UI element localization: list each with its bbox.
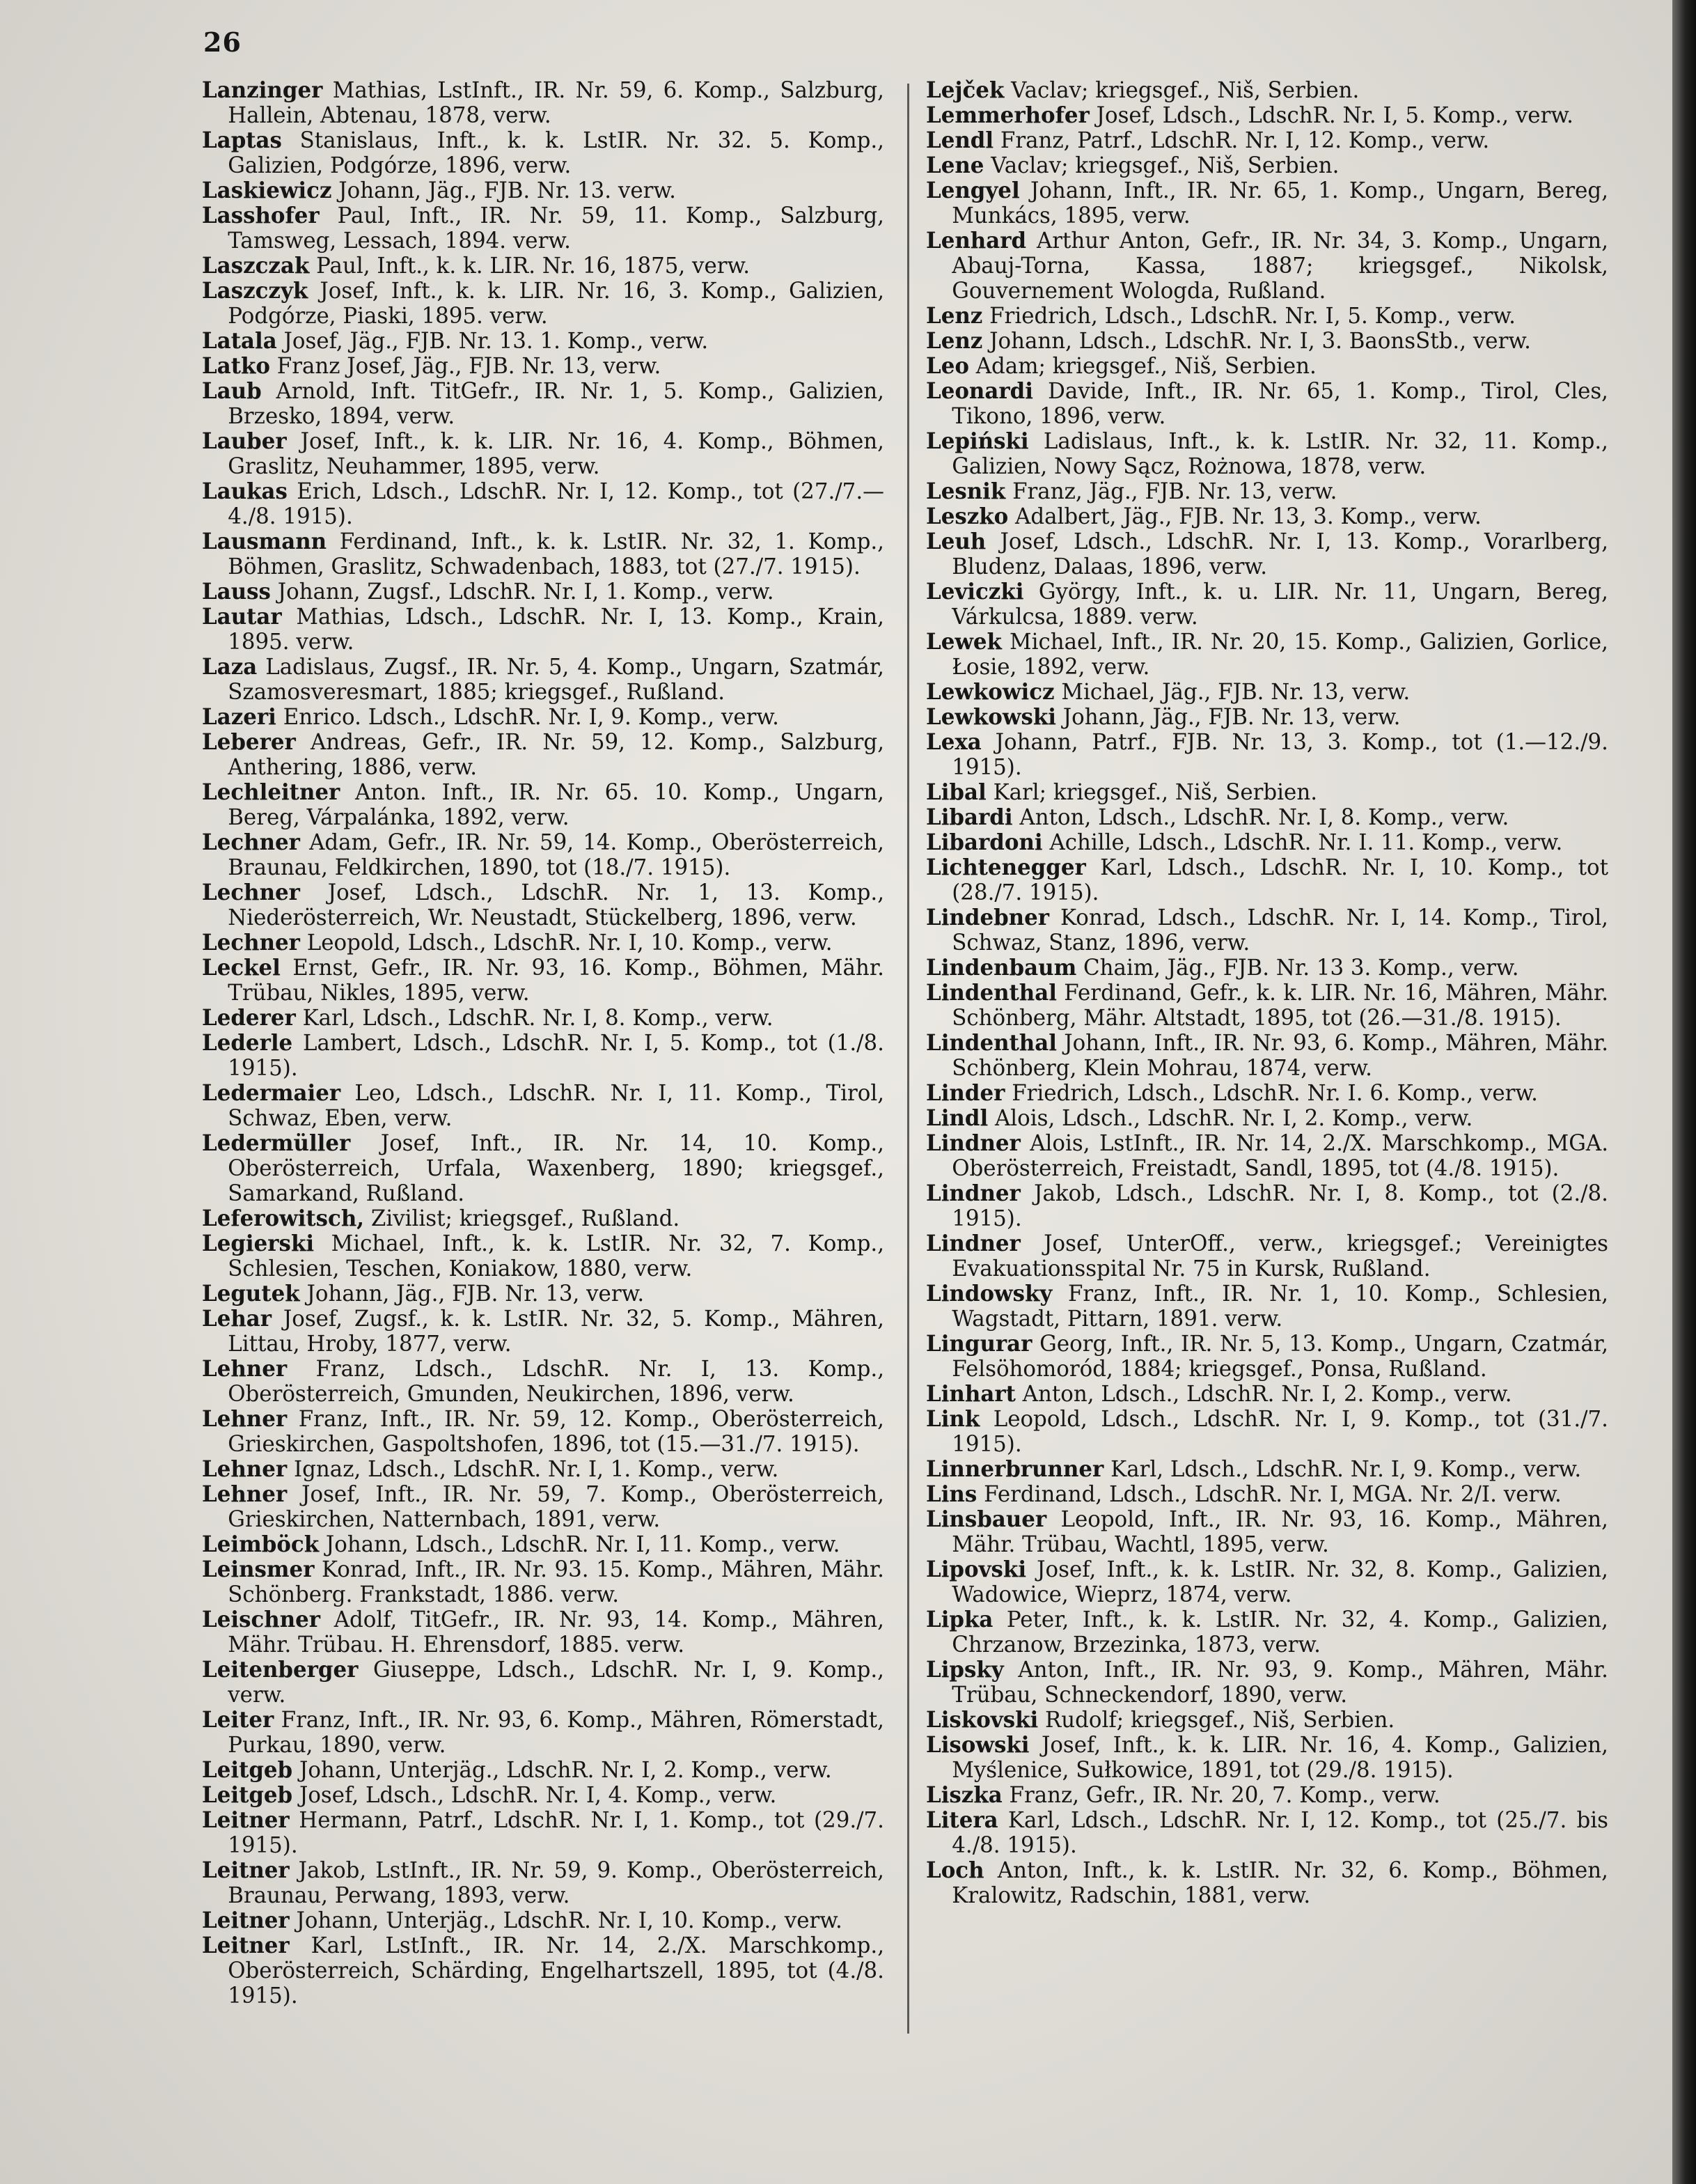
entry-surname: Legierski <box>202 1231 315 1256</box>
entry-surname: Latala <box>202 328 277 354</box>
list-entry <box>202 1407 884 1457</box>
entry-surname: Lewkowicz <box>926 679 1055 705</box>
list-entry <box>202 1231 884 1281</box>
list-entry <box>202 1532 884 1557</box>
entry-surname: Lehar <box>202 1306 272 1332</box>
entry-surname: Lauber <box>202 428 287 454</box>
entry-details: Adam; kriegsgef., Niš, Serbien. <box>975 354 1317 379</box>
entry-surname: Lindenthal <box>926 1030 1057 1056</box>
entry-details: Adolf, TitGefr., IR. Nr. 93, 14. Komp., Mähren, Mähr. Trübau. H. Ehrensdorf, 1885. verw. <box>228 1607 884 1658</box>
list-entry <box>202 78 884 128</box>
list-entry <box>926 1507 1608 1557</box>
entry-surname: Leberer <box>202 729 296 755</box>
entry-details: Franz, Inft., IR. Nr. 59, 12. Komp., Oberösterreich, Grieskirchen, Gaspoltshofen, 1896, tot (15.—31./7. 1915). <box>228 1407 885 1457</box>
list-entry <box>926 1783 1608 1808</box>
list-entry <box>926 504 1608 529</box>
entry-surname: Lewek <box>926 629 1002 655</box>
entry-surname: Libardoni <box>926 829 1043 855</box>
entry-surname: Lewkowski <box>926 704 1056 730</box>
list-entry <box>202 1306 884 1357</box>
entry-details: Karl, LstInft., IR. Nr. 14, 2./X. Marschkomp., Oberösterreich, Schärding, Engelhartszell, 1895, tot (4./8. 1915). <box>228 1933 885 2008</box>
entry-details: Ferdinand, Gefr., k. k. LIR. Nr. 16, Mähren, Mähr. Schönberg, Mähr. Altstadt, 1895, tot (26.—31./8. 1915). <box>952 981 1609 1031</box>
entry-details: Michael, Jäg., FJB. Nr. 13, verw. <box>1061 680 1411 705</box>
entry-details: Johann, Ldsch., LdschR. Nr. I, 11. Komp., verw. <box>325 1532 840 1557</box>
entry-surname: Lehner <box>202 1456 288 1482</box>
list-entry <box>926 981 1608 1031</box>
entry-surname: Lengyel <box>926 178 1020 203</box>
entry-details: Leo, Ldsch., LdschR. Nr. I, 11. Komp., Tirol, Schwaz, Eben, verw. <box>228 1081 885 1131</box>
entry-surname: Linnerbrunner <box>926 1456 1104 1482</box>
entry-details: Davide, Inft., IR. Nr. 65, 1. Komp., Tirol, Cles, Tikono, 1896, verw. <box>952 379 1608 429</box>
list-entry <box>926 1281 1608 1332</box>
entry-surname: Leviczki <box>926 579 1024 604</box>
entry-details: Achille, Ldsch., LdschR. Nr. I. 11. Komp., verw. <box>1049 830 1563 855</box>
entry-details: Jakob, Ldsch., LdschR. Nr. I, 8. Komp., tot (2./8. 1915). <box>952 1181 1608 1231</box>
list-entry <box>202 1858 884 1908</box>
entry-surname: Lanzinger <box>202 77 323 103</box>
entry-surname: Lasshofer <box>202 203 320 228</box>
list-entry <box>202 354 884 379</box>
list-entry <box>202 329 884 354</box>
entry-surname: Leitner <box>202 1933 290 1958</box>
entry-details: Johann, Jäg., FJB. Nr. 13, verw. <box>306 1281 645 1306</box>
entry-surname: Lejček <box>926 77 1005 103</box>
list-entry <box>926 379 1608 429</box>
entry-surname: Lindowsky <box>926 1281 1053 1306</box>
entry-details: Josef, Zugsf., k. k. LstIR. Nr. 32, 5. Komp., Mähren, Littau, Hroby, 1877, verw. <box>228 1306 884 1357</box>
list-entry <box>202 429 884 479</box>
list-entry <box>202 379 884 429</box>
entry-details: Josef, Inft., k. k. LIR. Nr. 16, 3. Komp., Galizien, Podgórze, Piaski, 1895. verw. <box>228 279 885 329</box>
list-entry <box>926 354 1608 379</box>
binding-edge-shadow <box>1672 0 1696 2184</box>
entry-surname: Loch <box>926 1857 984 1883</box>
entry-details: Franz Josef, Jäg., FJB. Nr. 13, verw. <box>276 354 661 379</box>
entry-surname: Leitenberger <box>202 1657 359 1683</box>
entry-details: Karl, Ldsch., LdschR. Nr. I, 8. Komp., verw. <box>302 1006 774 1031</box>
entry-details: Hermann, Patrf., LdschR. Nr. I, 1. Komp., tot (29./7. 1915). <box>228 1808 885 1858</box>
entry-details: Ferdinand, Inft., k. k. LstIR. Nr. 32, 1. Komp., Böhmen, Graslitz, Schwadenbach, 1883, tot (27./7. 1915). <box>228 529 884 579</box>
entry-surname: Laub <box>202 378 262 404</box>
entry-details: Mathias, LstInft., IR. Nr. 59, 6. Komp., Salzburg, Hallein, Abtenau, 1878, verw. <box>228 78 884 128</box>
entry-surname: Ledermaier <box>202 1080 341 1106</box>
entry-details: Josef, Inft., IR. Nr. 59, 7. Komp., Oberösterreich, Grieskirchen, Natternbach, 1891, verw. <box>228 1482 884 1532</box>
list-entry <box>202 1607 884 1658</box>
list-entry <box>202 705 884 730</box>
entry-details: György, Inft., k. u. LIR. Nr. 11, Ungarn, Bereg, Várkulcsa, 1889. verw. <box>952 579 1608 630</box>
list-entry <box>926 178 1608 228</box>
list-entry <box>926 78 1608 103</box>
list-entry <box>926 830 1608 855</box>
entry-details: Rudolf; kriegsgef., Niš, Serbien. <box>1045 1708 1395 1733</box>
entry-details: Johann, Patrf., FJB. Nr. 13, 3. Komp., tot (1.—12./9. 1915). <box>952 730 1608 780</box>
entry-surname: Laukas <box>202 478 288 504</box>
entry-details: Konrad, Ldsch., LdschR. Nr. I, 14. Komp., Tirol, Schwaz, Stanz, 1896, verw. <box>952 905 1608 956</box>
entry-details: Johann, Ldsch., LdschR. Nr. I, 3. BaonsStb., verw. <box>989 329 1531 354</box>
list-entry <box>926 429 1608 479</box>
entry-surname: Laptas <box>202 127 282 153</box>
list-entry <box>926 529 1608 579</box>
list-entry <box>926 780 1608 805</box>
list-entry <box>202 780 884 830</box>
entry-details: Franz, Gefr., IR. Nr. 20, 7. Komp., verw. <box>1009 1783 1440 1808</box>
list-entry <box>202 1457 884 1482</box>
entry-details: Vaclav; kriegsgef., Niš, Serbien. <box>991 153 1340 178</box>
entry-surname: Laszczyk <box>202 278 308 304</box>
list-entry <box>202 1206 884 1231</box>
entry-details: Franz, Ldsch., LdschR. Nr. I, 13. Komp., Oberösterreich, Gmunden, Neukirchen, 1896, verw. <box>228 1357 885 1407</box>
entry-surname: Lenhard <box>926 228 1027 254</box>
entry-surname: Linsbauer <box>926 1506 1047 1532</box>
list-entry <box>202 655 884 705</box>
entry-surname: Lendl <box>926 127 994 153</box>
page-number: 26 <box>203 26 242 58</box>
entry-surname: Lindner <box>926 1231 1021 1256</box>
entry-surname: Lepiński <box>926 428 1029 454</box>
entry-surname: Libal <box>926 779 987 805</box>
entry-surname: Leitgeb <box>202 1782 293 1808</box>
list-entry <box>926 304 1608 329</box>
entry-details: Johann, Unterjäg., LdschR. Nr. I, 10. Komp., verw. <box>296 1908 842 1933</box>
entry-surname: Lechner <box>202 829 300 855</box>
entry-details: Anton, Inft., IR. Nr. 93, 9. Komp., Mähren, Mähr. Trübau, Schneckendorf, 1890, verw. <box>952 1658 1608 1708</box>
entry-details: Johann, Jäg., FJB. Nr. 13. verw. <box>338 178 676 203</box>
entry-details: Andreas, Gefr., IR. Nr. 59, 12. Komp., Salzburg, Anthering, 1886, verw. <box>228 730 885 780</box>
list-entry <box>926 1733 1608 1783</box>
entry-surname: Lauss <box>202 579 271 604</box>
entry-details: Josef, UnterOff., verw., kriegsgef.; Vereinigtes Evakuationsspital Nr. 75 in Kursk, Rußland. <box>952 1231 1608 1281</box>
list-entry <box>926 680 1608 705</box>
list-entry <box>202 579 884 604</box>
list-entry <box>202 529 884 579</box>
entry-details: Friedrich, Ldsch., LdschR. Nr. I, 5. Komp., verw. <box>989 304 1516 329</box>
entry-details: Leopold, Ldsch., LdschR. Nr. I, 9. Komp., tot (31./7. 1915). <box>952 1407 1608 1457</box>
entry-details: Leopold, Ldsch., LdschR. Nr. I, 10. Komp., verw. <box>306 930 833 956</box>
list-entry <box>202 1908 884 1933</box>
entry-surname: Lichtenegger <box>926 855 1086 880</box>
entry-details: Alois, LstInft., IR. Nr. 14, 2./X. Marschkomp., MGA. Oberösterreich, Freistadt, Sandl, 1895, tot (4./8. 1915). <box>952 1131 1609 1181</box>
entry-details: Karl; kriegsgef., Niš, Serbien. <box>993 780 1318 805</box>
entry-details: Johann, Inft., IR. Nr. 93, 6. Komp., Mähren, Mähr. Schönberg, Klein Mohrau, 1874, verw. <box>952 1031 1609 1081</box>
entry-surname: Linhart <box>926 1381 1016 1407</box>
entry-surname: Leckel <box>202 955 281 981</box>
list-entry <box>202 1031 884 1081</box>
entry-details: Alois, Ldsch., LdschR. Nr. I, 2. Komp., verw. <box>995 1106 1473 1131</box>
entry-details: Georg, Inft., IR. Nr. 5, 13. Komp., Ungarn, Czatmár, Felsöhomoród, 1884; kriegsgef., Ponsa, Rußland. <box>952 1332 1609 1382</box>
list-entry <box>202 830 884 880</box>
list-entry <box>926 1407 1608 1457</box>
list-entry <box>202 1758 884 1783</box>
list-entry <box>202 730 884 780</box>
list-entry <box>926 905 1608 956</box>
entry-details: Chaim, Jäg., FJB. Nr. 13 3. Komp., verw. <box>1083 956 1519 981</box>
list-entry <box>202 1557 884 1607</box>
list-entry <box>926 1858 1608 1908</box>
entry-details: Johann, Unterjäg., LdschR. Nr. I, 2. Komp., verw. <box>299 1758 832 1783</box>
list-entry <box>926 1332 1608 1382</box>
entry-details: Peter, Inft., k. k. LstIR. Nr. 32, 4. Komp., Galizien, Chrzanow, Brzezinka, 1873, verw. <box>952 1607 1608 1658</box>
entry-details: Josef, Inft., k. k. LIR. Nr. 16, 4. Komp., Galizien, Myślenice, Sułkowice, 1891, tot (29./8. 1915). <box>952 1733 1608 1783</box>
list-entry <box>926 805 1608 830</box>
entry-surname: Legutek <box>202 1281 300 1306</box>
entry-details: Anton, Ldsch., LdschR. Nr. I, 8. Komp., verw. <box>1019 805 1509 830</box>
entry-surname: Lexa <box>926 729 982 755</box>
list-entry <box>202 880 884 930</box>
entry-details: Ladislaus, Zugsf., IR. Nr. 5, 4. Komp., Ungarn, Szatmár, Szamosveresmart, 1885; kriegsgef., Rußland. <box>228 655 884 705</box>
list-entry <box>926 153 1608 178</box>
entry-details: Johann, Jäg., FJB. Nr. 13, verw. <box>1062 705 1401 730</box>
entry-surname: Leitner <box>202 1807 290 1833</box>
entry-surname: Laszczak <box>202 253 310 279</box>
entry-details: Enrico. Ldsch., LdschR. Nr. I, 9. Komp., verw. <box>283 705 779 730</box>
entry-details: Adam, Gefr., IR. Nr. 59, 14. Komp., Oberösterreich, Braunau, Feldkirchen, 1890, tot (18./7. 1915). <box>228 830 884 880</box>
list-entry <box>202 1006 884 1031</box>
list-entry <box>202 1783 884 1808</box>
entry-details: Franz, Inft., IR. Nr. 93, 6. Komp., Mähren, Römerstadt, Purkau, 1890, verw. <box>228 1708 884 1758</box>
entry-details: Anton, Ldsch., LdschR. Nr. I, 2. Komp., verw. <box>1022 1382 1512 1407</box>
entry-surname: Leitner <box>202 1908 290 1933</box>
entry-surname: Lipsky <box>926 1657 1004 1683</box>
entry-surname: Leitner <box>202 1857 290 1883</box>
list-entry <box>926 228 1608 304</box>
entry-details: Karl, Ldsch., LdschR. Nr. I, 12. Komp., tot (25./7. bis 4./8. 1915). <box>952 1808 1609 1858</box>
entry-surname: Lechner <box>202 880 300 905</box>
list-entry <box>926 1181 1608 1231</box>
entry-details: Ferdinand, Ldsch., LdschR. Nr. I, MGA. Nr. 2/I. verw. <box>984 1482 1562 1507</box>
entry-surname: Lausmann <box>202 529 327 554</box>
entry-details: Mathias, Ldsch., LdschR. Nr. I, 13. Komp., Krain, 1895. verw. <box>228 604 884 655</box>
entry-surname: Lautar <box>202 604 282 630</box>
list-entry <box>926 1231 1608 1281</box>
entry-surname: Lindenbaum <box>926 955 1077 981</box>
list-entry <box>926 855 1608 905</box>
entry-surname: Lipka <box>926 1607 994 1632</box>
list-entry <box>202 254 884 279</box>
entry-surname: Lechleitner <box>202 779 340 805</box>
entry-surname: Libardi <box>926 804 1013 830</box>
entry-details: Arnold, Inft. TitGefr., IR. Nr. 1, 5. Komp., Galizien, Brzesko, 1894, verw. <box>228 379 885 429</box>
list-entry <box>202 479 884 529</box>
entry-surname: Lindebner <box>926 905 1050 930</box>
list-entry <box>926 103 1608 128</box>
entry-details: Konrad, Inft., IR. Nr. 93. 15. Komp., Mähren, Mähr. Schönberg. Frankstadt, 1886. verw. <box>228 1557 884 1607</box>
list-entry <box>926 579 1608 630</box>
entry-surname: Lindner <box>926 1130 1021 1156</box>
list-entry <box>202 1081 884 1131</box>
list-entry <box>926 128 1608 153</box>
list-entry <box>926 1708 1608 1733</box>
list-entry <box>202 1708 884 1758</box>
list-entry <box>926 705 1608 730</box>
entry-details: Ignaz, Ldsch., LdschR. Nr. I, 1. Komp., verw. <box>293 1457 779 1482</box>
entry-surname: Lindenthal <box>926 980 1057 1006</box>
entry-details: Paul, Inft., k. k. LIR. Nr. 16, 1875, verw. <box>316 254 751 279</box>
list-entry <box>926 479 1608 504</box>
list-entry <box>926 1482 1608 1507</box>
list-entry <box>202 930 884 956</box>
entry-details: Giuseppe, Ldsch., LdschR. Nr. I, 9. Komp., verw. <box>228 1658 884 1708</box>
entry-surname: Linder <box>926 1080 1005 1106</box>
list-entry <box>926 630 1608 680</box>
entry-surname: Lenz <box>926 303 983 329</box>
list-entry <box>202 1131 884 1206</box>
entry-surname: Leo <box>926 353 969 379</box>
list-entry <box>926 329 1608 354</box>
list-entry <box>202 1281 884 1306</box>
list-entry <box>202 604 884 655</box>
list-entry <box>926 1557 1608 1607</box>
entry-surname: Leimböck <box>202 1531 320 1557</box>
entry-surname: Laskiewicz <box>202 178 332 203</box>
list-entry <box>926 1457 1608 1482</box>
entry-details: Josef, Ldsch., LdschR. Nr. I, 13. Komp., Vorarlberg, Bludenz, Dalaas, 1896, verw. <box>952 529 1609 579</box>
entry-details: Karl, Ldsch., LdschR. Nr. I, 10. Komp., tot (28./7. 1915). <box>952 855 1609 905</box>
list-entry <box>202 1933 884 2008</box>
entry-details: Jakob, LstInft., IR. Nr. 59, 9. Komp., Oberösterreich, Braunau, Perwang, 1893, verw. <box>228 1858 884 1908</box>
list-entry <box>926 1031 1608 1081</box>
entry-details: Josef, Ldsch., LdschR. Nr. I, 4. Komp., verw. <box>299 1783 777 1808</box>
entry-surname: Leuh <box>926 529 987 554</box>
list-entry <box>202 1357 884 1407</box>
entry-details: Anton. Inft., IR. Nr. 65. 10. Komp., Ungarn, Bereg, Várpalánka, 1892, verw. <box>228 780 884 830</box>
entry-details: Michael, Inft., k. k. LstIR. Nr. 32, 7. Komp., Schlesien, Teschen, Koniakow, 1880, verw. <box>228 1231 885 1281</box>
list-entry <box>202 1808 884 1858</box>
entry-details: Vaclav; kriegsgef., Niš, Serbien. <box>1011 78 1360 103</box>
list-entry <box>926 1131 1608 1181</box>
entry-surname: Lechner <box>202 930 300 956</box>
entry-surname: Lenz <box>926 328 983 354</box>
entry-surname: Leischner <box>202 1607 321 1632</box>
list-entry <box>202 178 884 203</box>
entry-surname: Lingurar <box>926 1331 1032 1357</box>
entry-details: Josef, Inft., IR. Nr. 14, 10. Komp., Oberösterreich, Urfala, Waxenberg, 1890; kriegsgef., Samarkand, Rußland. <box>228 1131 884 1206</box>
list-entry <box>926 730 1608 780</box>
list-entry <box>202 128 884 178</box>
column-divider <box>907 84 909 2034</box>
entry-surname: Latko <box>202 353 270 379</box>
list-entry <box>926 1658 1608 1708</box>
entry-details: Stanislaus, Inft., k. k. LstIR. Nr. 32. 5. Komp., Galizien, Podgórze, 1896, verw. <box>228 128 884 178</box>
list-entry <box>926 956 1608 981</box>
list-entry <box>926 1081 1608 1106</box>
list-entry <box>926 1808 1608 1858</box>
list-entry <box>202 203 884 254</box>
entry-details: Franz, Patrf., LdschR. Nr. I, 12. Komp., verw. <box>1000 128 1490 153</box>
left-column <box>202 78 884 2008</box>
entry-details: Johann, Zugsf., LdschR. Nr. I, 1. Komp., verw. <box>277 579 774 604</box>
entry-details: Karl, Ldsch., LdschR. Nr. I, 9. Komp., verw. <box>1110 1457 1582 1482</box>
entry-surname: Leszko <box>926 504 1009 529</box>
entry-details: Josef, Ldsch., LdschR. Nr. I, 5. Komp., verw. <box>1096 103 1573 128</box>
entry-surname: Leferowitsch, <box>202 1206 365 1231</box>
list-entry <box>926 1382 1608 1407</box>
entry-surname: Ledermüller <box>202 1130 351 1156</box>
entry-surname: Lins <box>926 1481 977 1507</box>
entry-surname: Lipovski <box>926 1557 1027 1582</box>
entry-details: Paul, Inft., IR. Nr. 59, 11. Komp., Salzburg, Tamsweg, Lessach, 1894. verw. <box>228 203 884 254</box>
list-entry <box>926 1607 1608 1658</box>
entry-details: Friedrich, Ldsch., LdschR. Nr. I. 6. Komp., verw. <box>1012 1081 1538 1106</box>
entry-surname: Lazeri <box>202 704 276 730</box>
entry-details: Adalbert, Jäg., FJB. Nr. 13, 3. Komp., verw. <box>1015 504 1482 529</box>
list-entry <box>202 1482 884 1532</box>
entry-surname: Lindl <box>926 1105 989 1131</box>
entry-details: Josef, Inft., k. k. LIR. Nr. 16, 4. Komp., Böhmen, Graslitz, Neuhammer, 1895, verw. <box>228 429 884 479</box>
right-column <box>926 78 1608 1908</box>
list-entry <box>926 1106 1608 1131</box>
entry-surname: Lehner <box>202 1356 288 1382</box>
entry-surname: Leinsmer <box>202 1557 315 1582</box>
entry-surname: Lene <box>926 153 984 178</box>
entry-surname: Liszka <box>926 1782 1003 1808</box>
entry-surname: Lemmerhofer <box>926 102 1090 128</box>
entry-surname: Lisowski <box>926 1732 1030 1758</box>
entry-surname: Lederle <box>202 1030 293 1056</box>
entry-surname: Leonardi <box>926 378 1033 404</box>
entry-details: Ernst, Gefr., IR. Nr. 93, 16. Komp., Böhmen, Mähr. Trübau, Nikles, 1895, verw. <box>228 956 885 1006</box>
list-entry <box>202 956 884 1006</box>
entry-surname: Leitgeb <box>202 1757 293 1783</box>
entry-surname: Lehner <box>202 1481 288 1507</box>
entry-surname: Lesnik <box>926 478 1006 504</box>
entry-details: Ladislaus, Inft., k. k. LstIR. Nr. 32, 11. Komp., Galizien, Nowy Sącz, Rożnowa, 1878, verw. <box>952 429 1608 479</box>
entry-surname: Link <box>926 1406 980 1432</box>
entry-details: Anton, Inft., k. k. LstIR. Nr. 32, 6. Komp., Böhmen, Kralowitz, Radschin, 1881, verw. <box>952 1858 1608 1908</box>
entry-details: Leopold, Inft., IR. Nr. 93, 16. Komp., Mähren, Mähr. Trübau, Wachtl, 1895, verw. <box>952 1507 1608 1557</box>
entry-details: Lambert, Ldsch., LdschR. Nr. I, 5. Komp., tot (1./8. 1915). <box>228 1031 884 1081</box>
entry-surname: Liskovski <box>926 1707 1039 1733</box>
entry-details: Erich, Ldsch., LdschR. Nr. I, 12. Komp., tot (27./7.—4./8. 1915). <box>228 479 884 529</box>
entry-surname: Lindner <box>926 1180 1021 1206</box>
entry-details: Zivilist; kriegsgef., Rußland. <box>370 1206 680 1231</box>
list-entry <box>202 279 884 329</box>
entry-details: Arthur Anton, Gefr., IR. Nr. 34, 3. Komp., Ungarn, Abauj-Torna, Kassa, 1887; kriegsgef., Nikolsk, Gouvernement Wologda, Rußland. <box>952 228 1609 304</box>
entry-details: Josef, Inft., k. k. LstIR. Nr. 32, 8. Komp., Galizien, Wadowice, Wieprz, 1874, verw. <box>952 1557 1608 1607</box>
entry-details: Franz, Inft., IR. Nr. 1, 10. Komp., Schlesien, Wagstadt, Pittarn, 1891. verw. <box>952 1281 1609 1332</box>
entry-details: Josef, Ldsch., LdschR. Nr. 1, 13. Komp., Niederösterreich, Wr. Neustadt, Stückelberg, 1896, verw. <box>228 880 885 930</box>
entry-surname: Lehner <box>202 1406 288 1432</box>
entry-surname: Litera <box>926 1807 998 1833</box>
entry-surname: Leiter <box>202 1707 274 1733</box>
entry-details: Johann, Inft., IR. Nr. 65, 1. Komp., Ungarn, Bereg, Munkács, 1895, verw. <box>952 178 1609 228</box>
entry-surname: Laza <box>202 654 258 680</box>
entry-details: Franz, Jäg., FJB. Nr. 13, verw. <box>1012 479 1337 504</box>
entry-details: Josef, Jäg., FJB. Nr. 13. 1. Komp., verw. <box>283 329 709 354</box>
entry-surname: Lederer <box>202 1005 296 1031</box>
entry-details: Michael, Inft., IR. Nr. 20, 15. Komp., Galizien, Gorlice, Łosie, 1892, verw. <box>952 630 1608 680</box>
list-entry <box>202 1658 884 1708</box>
